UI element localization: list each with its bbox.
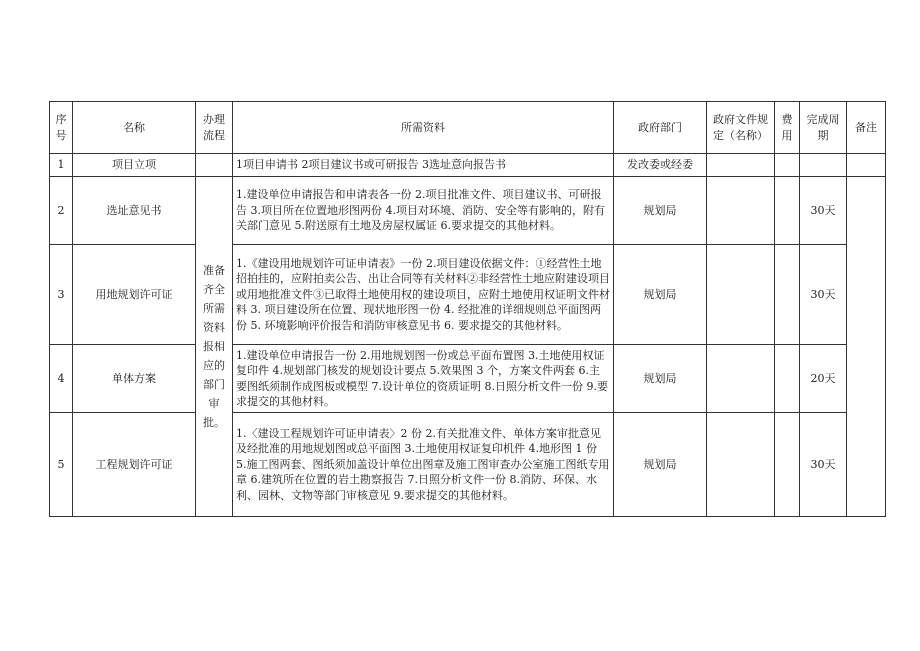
- row-no: 5: [50, 413, 73, 517]
- table-row: [50, 245, 886, 345]
- row-dept: 发改委或经委: [614, 154, 707, 177]
- row-fee: [775, 154, 800, 177]
- row-policy: [707, 245, 775, 345]
- row-materials: 1.〈建设工程规划许可证申请表〉2 份 2.有关批准文件、单体方案审批意见及经批准的用地规划图或总平面图 3.土地使用权证复印机件 4.地形图 1 份 5.施工图两套、图纸须加盖设计单位出图章及施工图审查办公室施工图纸专用章 6.建筑所在位置的岩土勘察报告 7.日照分析文件一份 8.消防、环保、水利、园林、文物等部门审核意见 9.要求提交的其他材料。: [233, 413, 614, 517]
- row-policy: [707, 413, 775, 517]
- header-flow: 办理流程: [196, 102, 233, 154]
- row-dept: 规划局: [614, 177, 707, 245]
- header-fee: 费用: [775, 102, 800, 154]
- row-period: 20天: [800, 345, 847, 413]
- header-period: 完成周期: [800, 102, 847, 154]
- row-fee: [775, 345, 800, 413]
- row-materials: 1.建设单位申请报告一份 2.用地规划图一份或总平面布置图 3.土地使用权证复印件 4.规划部门核发的规划设计要点 5.效果图 3 个，方案文件两套 6.主要图纸须制作成图板或模型 7.设计单位的资质证明 8.日照分析文件一份 9.要求提交的其他材料。: [233, 345, 614, 413]
- row-name: 用地规划许可证: [73, 245, 196, 345]
- header-note: 备注: [847, 102, 886, 154]
- table-row: [50, 154, 886, 177]
- row-period: 30天: [800, 177, 847, 245]
- row-fee: [775, 413, 800, 517]
- table-row: [50, 177, 886, 245]
- row-dept: 规划局: [614, 345, 707, 413]
- table-row: [50, 345, 886, 413]
- row-materials: 1项目申请书 2项目建议书或可研报告 3选址意向报告书: [233, 154, 614, 177]
- row-note: [847, 154, 886, 177]
- flow-cell: 准备齐全所需资料报相应的部门审批。: [196, 177, 233, 517]
- row-no: 3: [50, 245, 73, 345]
- header-row: [50, 102, 886, 154]
- row-name: 项目立项: [73, 154, 196, 177]
- row-policy: [707, 345, 775, 413]
- row-name: 工程规划许可证: [73, 413, 196, 517]
- header-dept: 政府部门: [614, 102, 707, 154]
- row-policy: [707, 177, 775, 245]
- row-period: 30天: [800, 413, 847, 517]
- row-name: 选址意见书: [73, 177, 196, 245]
- row-note: [847, 177, 886, 517]
- row-fee: [775, 177, 800, 245]
- row-no: 4: [50, 345, 73, 413]
- row-period: 30天: [800, 245, 847, 345]
- header-name: 名称: [73, 102, 196, 154]
- header-policy: 政府文件规定（名称）: [707, 102, 775, 154]
- row-no: 2: [50, 177, 73, 245]
- row-materials: 1.建设单位申请报告和申请表各一份 2.项目批准文件、项目建议书、可研报告 3.项目所在位置地形图两份 4.项目对环境、消防、安全等有影响的，附有关部门意见 5.附送原有土地及房屋权属证 6.要求提交的其他材料。: [233, 177, 614, 245]
- row-name: 单体方案: [73, 345, 196, 413]
- row-no: 1: [50, 154, 73, 177]
- row-period: [800, 154, 847, 177]
- procedure-table: [49, 101, 886, 517]
- row-policy: [707, 154, 775, 177]
- row-flow-empty: [196, 154, 233, 177]
- row-materials: 1.《建设用地规划许可证申请表》一份 2.项目建设依据文件：①经营性土地招拍挂的，应附拍卖公告、出让合同等有关材料②非经营性土地应附建设项目或用地批准文件③已取得土地使用权的建设项目，应附土地使用权证明文件材料 3. 项目建设所在位置、现状地形图一份 4. 经批准的详细规则总平面图两份 5. 环境影响评价报告和消防审核意见书 6. 要求提交的其他材料。: [233, 245, 614, 345]
- row-dept: 规划局: [614, 413, 707, 517]
- header-materials: 所需资料: [233, 102, 614, 154]
- row-fee: [775, 245, 800, 345]
- table-row: [50, 413, 886, 517]
- row-dept: 规划局: [614, 245, 707, 345]
- header-no: 序号: [50, 102, 73, 154]
